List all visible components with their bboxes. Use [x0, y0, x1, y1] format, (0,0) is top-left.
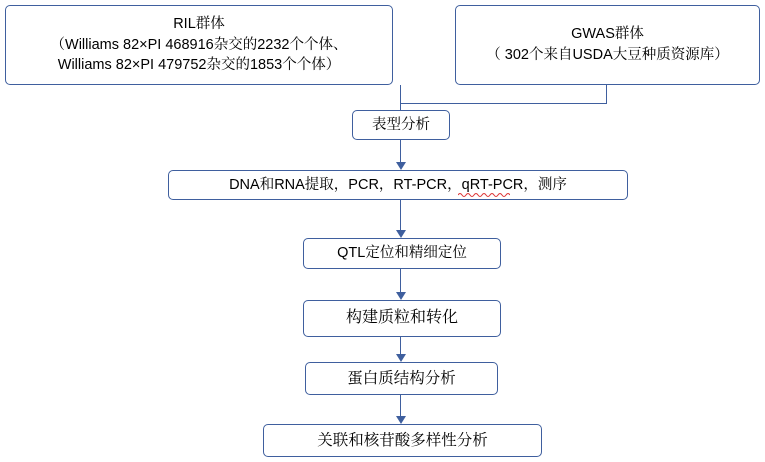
- connector-phenotype-to-extraction: [400, 140, 401, 162]
- arrow-phenotype-to-extraction: [396, 162, 406, 170]
- node-qtl-label: QTL定位和精细定位: [337, 245, 467, 262]
- node-protein-structure-analysis: [305, 362, 498, 395]
- node-association-nucleotide-diversity: [263, 424, 542, 457]
- node-qtl-mapping: [303, 238, 501, 269]
- node-ril-line-1: RIL群体: [173, 16, 225, 33]
- connector-join-horizontal: [400, 103, 607, 104]
- arrow-plasmid-to-protein: [396, 354, 406, 362]
- connector-gwas-down: [606, 85, 607, 103]
- node-plasmid-label: 构建质粒和转化: [345, 309, 458, 327]
- node-ril-line-3: Williams 82×PI 479752杂交的1853个个体）: [57, 57, 341, 74]
- connector-protein-to-association: [400, 395, 401, 416]
- arrow-protein-to-association: [396, 416, 406, 424]
- node-phenotype-analysis: [352, 110, 450, 140]
- connector-extraction-to-qtl: [400, 200, 401, 230]
- node-gwas-line-1: GWAS群体: [571, 26, 644, 43]
- node-gwas-line-2: （ 302个来自USDA大豆种质资源库）: [486, 47, 729, 63]
- node-gwas-population: [455, 5, 760, 85]
- node-phenotype-label: 表型分析: [372, 116, 430, 133]
- node-association-label: 关联和核苷酸多样性分析: [317, 431, 488, 449]
- node-ril-line-2: （Williams 82×PI 468916杂交的2232个个体、: [50, 36, 348, 53]
- connector-ril-down: [400, 85, 401, 103]
- arrow-extraction-to-qtl: [396, 230, 406, 238]
- connector-plasmid-to-protein: [400, 337, 401, 354]
- node-extraction-label: DNA和RNA提取，PCR，RT-PCR，qRT-PCR，测序: [229, 176, 567, 193]
- node-plasmid-construction: [303, 300, 501, 337]
- node-protein-label: 蛋白质结构分析: [347, 369, 456, 387]
- connector-join-to-phenotype: [400, 103, 401, 110]
- connector-qtl-to-plasmid: [400, 269, 401, 292]
- arrow-qtl-to-plasmid: [396, 292, 406, 300]
- node-dna-rna-extraction: [168, 170, 628, 200]
- node-ril-population: [5, 5, 393, 85]
